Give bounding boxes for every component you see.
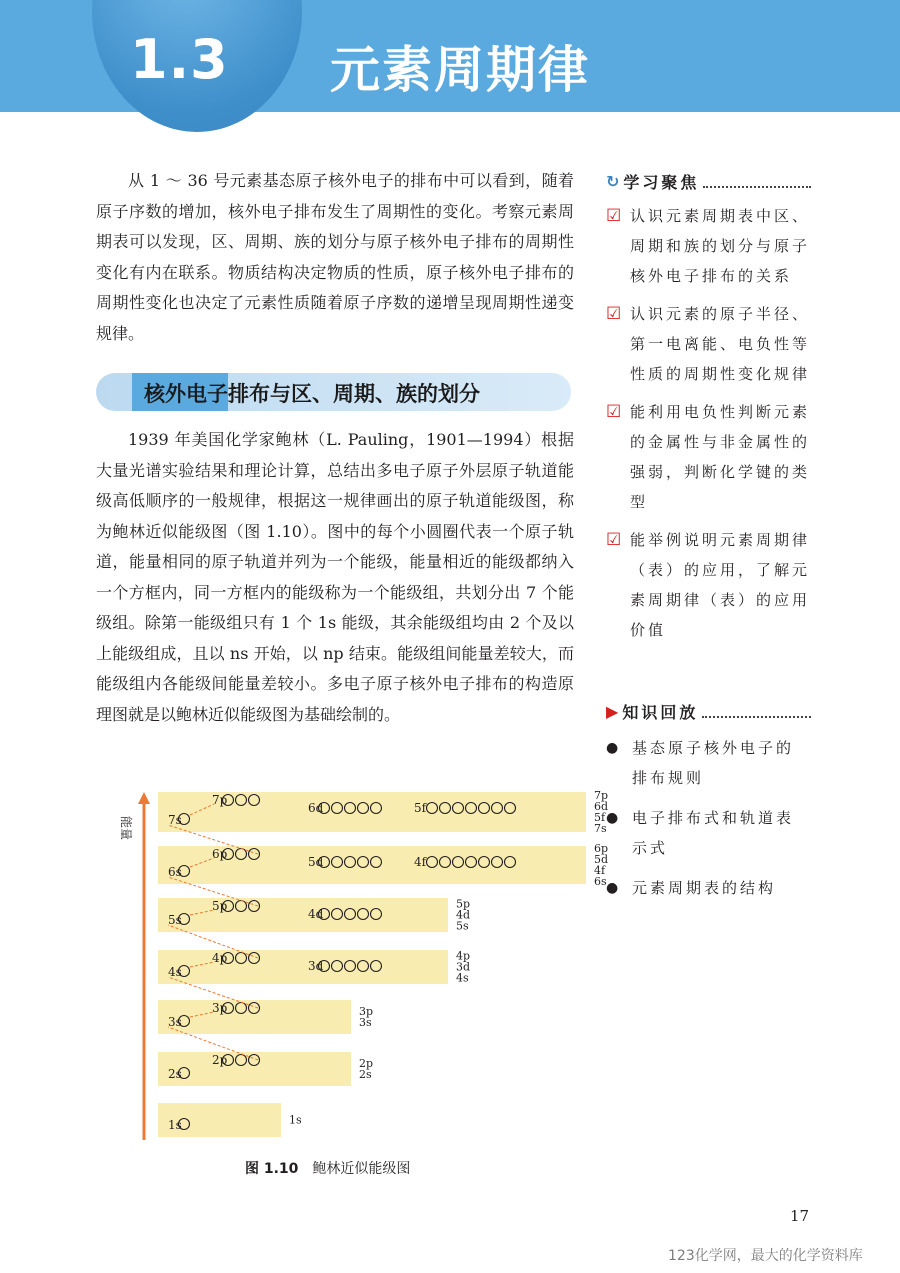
intro-paragraph-block <box>96 166 574 349</box>
level-label: 3p <box>212 1001 228 1015</box>
level-label: 3s <box>168 1015 182 1029</box>
page-number: 17 <box>790 1207 810 1225</box>
level-group-box <box>158 950 448 984</box>
section-number: 1.3 <box>130 28 229 91</box>
group-level-label: 3p <box>359 1005 374 1018</box>
energy-axis-label: 能量 <box>119 816 133 841</box>
group-level-label: 1s <box>289 1113 302 1127</box>
focus-title-row <box>606 170 811 193</box>
chapter-header <box>0 0 900 112</box>
caption-text: 鲍林近似能级图 <box>312 1161 411 1177</box>
level-label: 7s <box>168 813 182 827</box>
level-label: 2p <box>212 1053 228 1067</box>
goal-item <box>606 201 811 291</box>
level-label: 1s <box>168 1118 182 1132</box>
sidebar-review <box>606 700 811 903</box>
play-triangle-icon: ▶ <box>606 702 619 721</box>
group-level-label: 7p <box>594 789 609 802</box>
level-label: 6s <box>168 865 182 879</box>
focus-title: 学习聚焦 <box>623 173 700 192</box>
bullet-icon: ● <box>606 880 619 896</box>
level-label: 7p <box>212 793 228 807</box>
bullet-icon: ● <box>606 810 619 826</box>
review-title: 知识回放 <box>622 703 699 722</box>
dotted-rule <box>703 176 811 188</box>
level-group-box <box>158 898 448 932</box>
checkbox-checked-icon: ☑ <box>606 402 622 422</box>
level-label: 5p <box>212 899 228 913</box>
group-level-label: 4s <box>456 971 469 985</box>
goal-text: 能举例说明元素周期律（表）的应用，了解元素周期律（表）的应用价值 <box>630 531 811 639</box>
subheading-banner <box>96 373 571 411</box>
level-label: 5d <box>308 855 324 869</box>
level-label: 4p <box>212 951 228 965</box>
review-item <box>606 803 811 863</box>
group-level-label: 2s <box>359 1068 372 1081</box>
group-level-label: 5f <box>594 811 606 824</box>
goal-text: 认识元素的原子半径、第一电离能、电负性等性质的周期性变化规律 <box>630 305 811 383</box>
group-level-label: 6p <box>594 842 609 855</box>
diagram-svg <box>100 788 609 1158</box>
level-label: 4s <box>168 965 182 979</box>
group-level-label: 5p <box>456 897 471 911</box>
figure-caption <box>245 1158 410 1178</box>
checkbox-checked-icon: ☑ <box>606 206 622 226</box>
group-level-label: 4f <box>594 864 606 877</box>
group-level-label: 2p <box>359 1057 374 1070</box>
review-item <box>606 873 811 903</box>
level-label: 3d <box>308 959 324 973</box>
review-text: 基态原子核外电子的排布规则 <box>632 739 795 787</box>
group-level-label: 7s <box>594 822 607 835</box>
group-level-label: 5d <box>594 853 609 866</box>
footer-watermark: 123化学网，最大的化学资料库 <box>668 1248 863 1264</box>
goal-list <box>606 201 811 645</box>
review-list <box>606 733 811 903</box>
level-label: 2s <box>168 1067 182 1081</box>
level-label: 4d <box>308 907 324 921</box>
goal-text: 认识元素周期表中区、周期和族的划分与原子核外电子排布的关系 <box>630 207 811 285</box>
review-title-row <box>606 700 811 723</box>
caption-number: 图 1.10 <box>245 1161 299 1177</box>
energy-level-diagram <box>100 788 609 1158</box>
dotted-rule <box>702 706 811 718</box>
group-level-label: 3d <box>456 960 471 974</box>
body-paragraph: 1939 年美国化学家鲍林（L. Pauling，1901—1994）根据大量光谱实验结果和理论计算，总结出多电子原子外层原子轨道能级高低顺序的一般规律，根据这一规律画出的原子轨道能级图，称为鲍林近似能级图（图 1.10）。图中的每个小圆圈代表一个原子轨道，能量相同的原子轨道并列为一个能级，能量相近的能级都纳入一个方框内，同一方框内的能级称为一个能级组，共划分出 7 个能级组。除第一能级组只有 1 个 1s 能级，其余能级组均由 2 个及以上能级组成，且以 ns 开始，以 np 结束。能级组间能量差较大，而能级组内各能级间能量差较小。多电子原子核外电子排布的构造原理图就是以鲍林近似能级图为基础绘制的。 <box>96 430 574 724</box>
level-label: 5s <box>168 913 182 927</box>
subheading: 核外电子排布与区、周期、族的划分 <box>144 382 480 406</box>
review-item <box>606 733 811 793</box>
group-level-label: 4p <box>456 949 471 963</box>
energy-axis-arrowhead <box>138 792 150 804</box>
level-label: 5f <box>414 801 427 815</box>
section-title: 元素周期律 <box>330 41 590 99</box>
intro-paragraph: 从 1 ～ 36 号元素基态原子核外电子的排布中可以看到，随着原子序数的增加，核外电子排布发生了周期性的变化。考察元素周期表可以发现，区、周期、族的划分与原子核外电子排布的周期性变化有内在联系。物质结构决定物质的性质，原子核外电子排布的周期性变化也决定了元素性质随着原子序数的递增呈现周期性递变规律。 <box>96 171 574 343</box>
body-paragraph-block <box>96 425 574 730</box>
checkbox-checked-icon: ☑ <box>606 530 622 550</box>
refresh-icon: ↻ <box>606 172 620 191</box>
group-level-label: 6d <box>594 800 609 813</box>
sidebar-focus <box>606 170 811 645</box>
group-level-label: 3s <box>359 1016 372 1029</box>
review-text: 电子排布式和轨道表示式 <box>632 809 795 857</box>
checkbox-checked-icon: ☑ <box>606 304 622 324</box>
group-level-label: 5s <box>456 919 469 933</box>
level-label: 4f <box>414 855 427 869</box>
goal-item <box>606 525 811 645</box>
group-level-label: 4d <box>456 908 471 922</box>
level-label: 6p <box>212 847 228 861</box>
bullet-icon: ● <box>606 740 619 756</box>
group-level-label: 6s <box>594 875 607 888</box>
level-label: 6d <box>308 801 324 815</box>
goal-item <box>606 397 811 517</box>
goal-text: 能利用电负性判断元素的金属性与非金属性的强弱，判断化学键的类型 <box>630 403 811 511</box>
review-text: 元素周期表的结构 <box>632 879 777 897</box>
goal-item <box>606 299 811 389</box>
